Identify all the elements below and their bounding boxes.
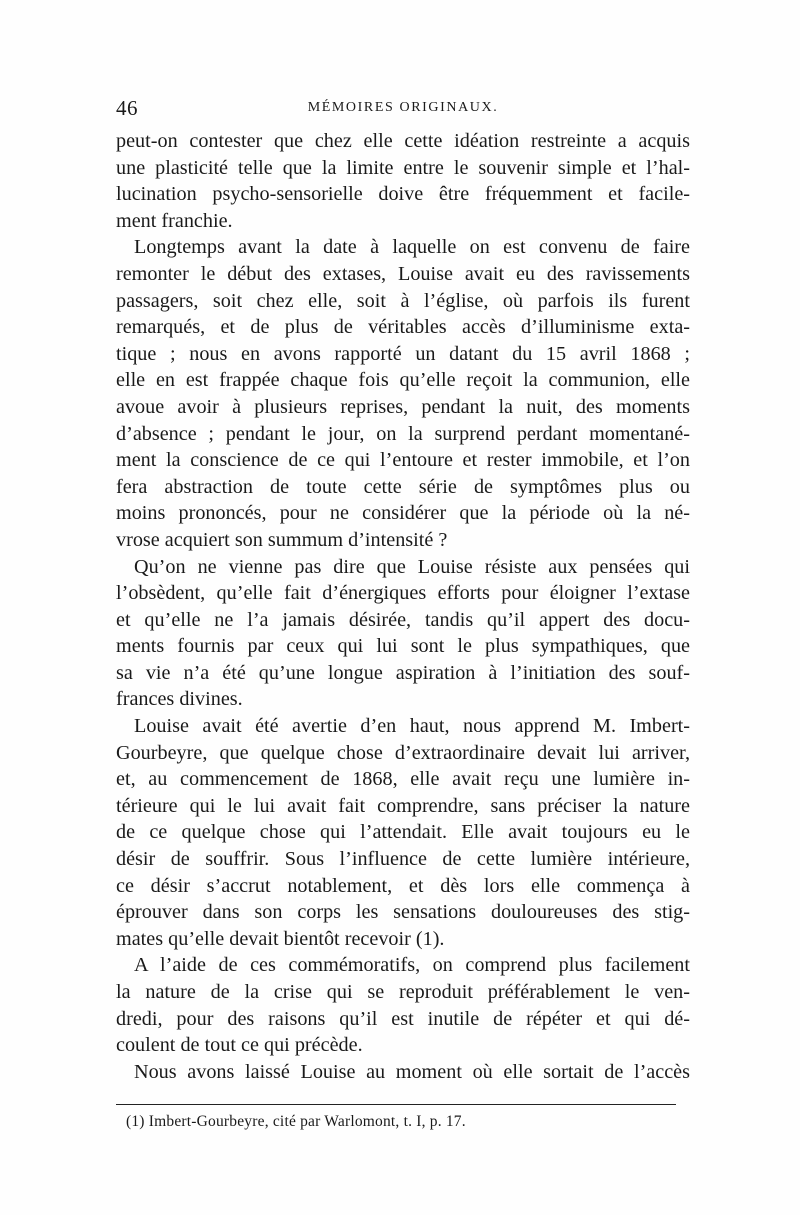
text-line: une plasticité telle que la limite entre le souvenir simple et l’hal- [116, 156, 690, 179]
text-line: frances divines. [116, 688, 243, 711]
text-line: Louise avait été avertie d’en haut, nous apprend M. Imbert- [134, 715, 690, 738]
text-line: coulent de tout ce qui précède. [116, 1034, 363, 1057]
text-line: ce désir s’accrut notablement, et dès lors elle commença à [116, 874, 690, 897]
text-line: elle en est frappée chaque fois qu’elle reçoit la communion, elle [116, 369, 690, 392]
text-line: Gourbeyre, que quelque chose d’extraordinaire devait lui arriver, [116, 741, 690, 764]
text-line: Qu’on ne vienne pas dire que Louise résiste aux pensées qui [134, 555, 690, 578]
text-line: peut-on contester que chez elle cette idéation restreinte a acquis [116, 130, 690, 152]
text-line: d’absence ; pendant le jour, on la surprend perdant momentané- [116, 422, 690, 445]
text-line: fera abstraction de toute cette série de symptômes plus ou [116, 475, 690, 498]
footnote: (1) Imbert-Gourbeyre, cité par Warlomont, t. I, p. 17. [126, 1113, 466, 1130]
text-line: éprouver dans son corps les sensations douloureuses des stig- [116, 901, 690, 924]
text-line: A l’aide de ces commémoratifs, on comprend plus facilement [134, 954, 690, 977]
running-head: MÉMOIRES ORIGINAUX. [307, 100, 499, 115]
text-line: mates qu’elle devait bientôt recevoir (1). [116, 927, 445, 950]
text-line: remarqués, et de plus de véritables accès d’illuminisme exta- [116, 316, 690, 339]
text-line: et qu’elle ne l’a jamais désirée, tandis qu’il appert des docu- [116, 608, 690, 631]
text-line: avoue avoir à plusieurs reprises, pendant la nuit, des moments [116, 395, 690, 418]
text-line: désir de souffrir. Sous l’influence de cette lumière intérieure, [116, 848, 690, 871]
text-line: tique ; nous en avons rapporté un datant du 15 avril 1868 ; [116, 342, 690, 365]
text-line: sa vie n’a été qu’une longue aspiration à l’initiation des souf- [116, 661, 690, 684]
text-line: lucination psycho-sensorielle doive être fréquemment et facile- [116, 183, 690, 206]
text-line: vrose acquiert son summum d’intensité ? [116, 528, 448, 551]
text-line: la nature de la crise qui se reproduit préférablement le ven- [116, 981, 690, 1003]
text-line: térieure qui le lui avait fait comprendre, sans préciser la nature [116, 794, 690, 817]
text-line: Longtemps avant la date à laquelle on est convenu de faire [134, 236, 690, 259]
text-line: ments fournis par ceux qui lui sont le plus sympathiques, que [116, 635, 690, 658]
text-line: l’obsèdent, qu’elle fait d’énergiques efforts pour éloigner l’extase [116, 582, 690, 605]
page-number: 46 [116, 96, 138, 120]
text-line: Nous avons laissé Louise au moment où elle sortait de l’accès [134, 1060, 690, 1083]
text-line: moins prononcés, pour ne considérer que la période où la né- [116, 502, 690, 525]
page-header [116, 96, 690, 126]
body-text [116, 128, 690, 1085]
footnote-rule [116, 1104, 676, 1105]
text-line: et, au commencement de 1868, elle avait reçu une lumière in- [116, 768, 690, 791]
text-line: de ce quelque chose qui l’attendait. Elle avait toujours eu le [116, 821, 690, 844]
text-line: ment la conscience de ce qui l’entoure et rester immobile, et l’on [116, 449, 690, 472]
text-line: remonter le début des extases, Louise avait eu des ravissements [116, 262, 690, 285]
text-line: passagers, soit chez elle, soit à l’église, où parfois ils furent [116, 289, 690, 312]
text-line: dredi, pour des raisons qu’il est inutile de répéter et qui dé- [116, 1007, 690, 1030]
text-line: ment franchie. [116, 209, 233, 232]
